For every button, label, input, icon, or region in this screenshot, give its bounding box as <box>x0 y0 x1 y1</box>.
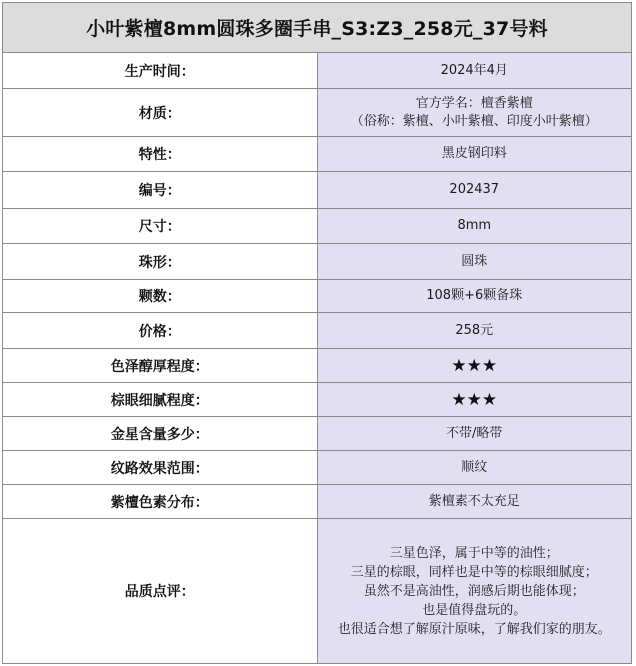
row-value-bead-shape: 圆珠 <box>317 244 632 280</box>
row-label-pore-fineness: 棕眼细腻程度： <box>3 383 318 417</box>
row-value-size: 8mm <box>317 209 632 244</box>
table-row <box>3 280 632 313</box>
title-row <box>3 3 632 53</box>
table-row <box>3 137 632 172</box>
table-row <box>3 519 632 664</box>
row-value-gold-star-content: 不带/略带 <box>317 417 632 451</box>
product-spec-table <box>2 2 632 664</box>
table-row <box>3 417 632 451</box>
table-row <box>3 172 632 209</box>
row-value-production-date: 2024年4月 <box>317 53 632 89</box>
row-label-color-richness: 色泽醇厚程度： <box>3 349 318 383</box>
row-value-color-richness-stars: ★★★ <box>317 349 632 383</box>
row-label-pigment-distribution: 紫檀色素分布： <box>3 485 318 519</box>
review-line-3: 虽然不是高油性，润感后期也能体现； <box>363 583 585 599</box>
row-label-material: 材质： <box>3 89 318 137</box>
row-label-gold-star-content: 金星含量多少： <box>3 417 318 451</box>
row-value-characteristic: 黑皮钢印料 <box>317 137 632 172</box>
table-row <box>3 313 632 349</box>
row-label-price: 价格： <box>3 313 318 349</box>
row-label-bead-count: 颗数： <box>3 280 318 313</box>
material-common-names: （俗称：紫檀、小叶紫檀、印度小叶紫檀） <box>350 113 598 129</box>
review-line-1: 三星色泽，属于中等的油性； <box>389 545 559 561</box>
row-value-serial-number: 202437 <box>317 172 632 209</box>
row-value-pore-fineness-stars: ★★★ <box>317 383 632 417</box>
row-label-characteristic: 特性： <box>3 137 318 172</box>
review-line-4: 也是值得盘玩的。 <box>422 602 527 618</box>
row-label-serial-number: 编号： <box>3 172 318 209</box>
table-row <box>3 209 632 244</box>
review-line-2: 三星的棕眼，同样也是中等的棕眼细腻度； <box>350 564 598 580</box>
row-value-price: 258元 <box>317 313 632 349</box>
table-row <box>3 485 632 519</box>
row-label-size: 尺寸： <box>3 209 318 244</box>
row-label-quality-review: 品质点评： <box>3 519 318 664</box>
material-official-name: 官方学名：檀香紫檀 <box>415 95 533 111</box>
row-value-bead-count: 108颗+6颗备珠 <box>317 280 632 313</box>
table-row <box>3 383 632 417</box>
row-value-material <box>317 89 632 137</box>
row-value-grain-effect: 顺纹 <box>317 451 632 485</box>
table-row <box>3 53 632 89</box>
row-label-grain-effect: 纹路效果范围： <box>3 451 318 485</box>
product-title: 小叶紫檀8mm圆珠多圈手串_S3:Z3_258元_37号料 <box>3 3 632 53</box>
row-value-quality-review <box>317 519 632 664</box>
row-label-production-date: 生产时间： <box>3 53 318 89</box>
review-line-5: 也很适合想了解原汁原味，了解我们家的朋友。 <box>337 621 611 637</box>
table-row <box>3 451 632 485</box>
table-row <box>3 89 632 137</box>
row-label-bead-shape: 珠形： <box>3 244 318 280</box>
table-row <box>3 349 632 383</box>
row-value-pigment-distribution: 紫檀素不太充足 <box>317 485 632 519</box>
table-row <box>3 244 632 280</box>
